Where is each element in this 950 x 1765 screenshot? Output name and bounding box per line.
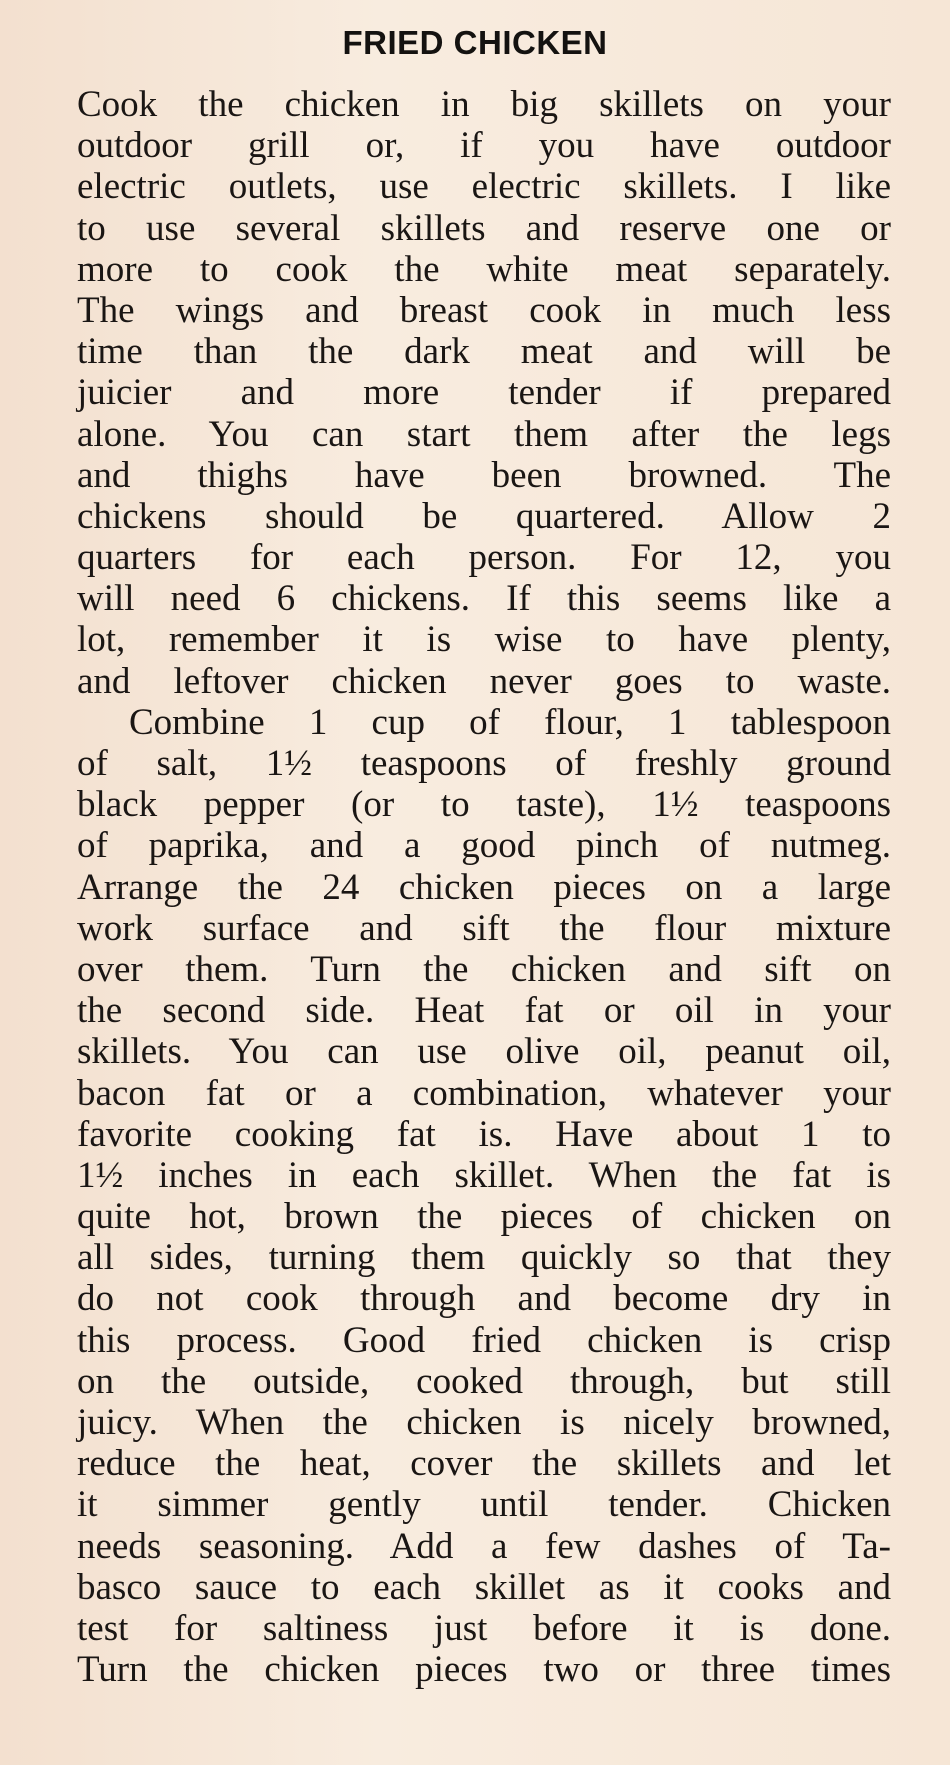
text-line: do not cook through and become dry in <box>77 1278 891 1320</box>
text-line: will need 6 chickens. If this seems like a <box>77 578 891 620</box>
text-line: 1½ inches in each skillet. When the fat is <box>77 1154 891 1196</box>
text-line: skillets. You can use olive oil, peanut oil, <box>77 1031 891 1073</box>
text-line: quite hot, brown the pieces of chicken on <box>77 1196 891 1238</box>
text-line: juicier and more tender if prepared <box>77 372 891 414</box>
text-line: favorite cooking fat is. Have about 1 to <box>77 1113 891 1155</box>
text-line: all sides, turning them quickly so that they <box>77 1237 891 1279</box>
text-line: quarters for each person. For 12, you <box>77 537 891 579</box>
text-line: outdoor grill or, if you have outdoor <box>77 125 891 167</box>
text-line: The wings and breast cook in much less <box>77 289 891 331</box>
text-line: it simmer gently until tender. Chicken <box>77 1484 891 1526</box>
text-line: lot, remember it is wise to have plenty, <box>77 619 891 661</box>
text-line: black pepper (or to taste), 1½ teaspoons <box>77 784 891 826</box>
text-line: reduce the heat, cover the skillets and let <box>77 1443 891 1485</box>
text-line: over them. Turn the chicken and sift on <box>77 948 891 990</box>
text-line: and leftover chicken never goes to waste. <box>77 660 891 702</box>
text-line: work surface and sift the flour mixture <box>77 907 891 949</box>
text-line: needs seasoning. Add a few dashes of Ta- <box>77 1525 891 1567</box>
text-line: of paprika, and a good pinch of nutmeg. <box>77 825 891 867</box>
text-line: more to cook the white meat separately. <box>77 248 891 290</box>
text-line: Combine 1 cup of flour, 1 tablespoon <box>129 701 891 743</box>
text-line: this process. Good fried chicken is crisp <box>77 1319 891 1361</box>
recipe-body <box>77 84 891 1690</box>
text-line: chickens should be quartered. Allow 2 <box>77 495 891 537</box>
text-line: Turn the chicken pieces two or three times <box>77 1649 891 1691</box>
text-line: bacon fat or a combination, whatever your <box>77 1072 891 1114</box>
text-line: test for saltiness just before it is done. <box>77 1607 891 1649</box>
text-line: time than the dark meat and will be <box>77 331 891 373</box>
text-line: the second side. Heat fat or oil in your <box>77 990 891 1032</box>
text-line: juicy. When the chicken is nicely browned, <box>77 1402 891 1443</box>
text-line: and thighs have been browned. The <box>77 454 891 496</box>
text-line: of salt, 1½ teaspoons of freshly ground <box>77 743 891 784</box>
text-line: on the outside, cooked through, but still <box>77 1360 891 1402</box>
text-line: Arrange the 24 chicken pieces on a large <box>77 866 891 908</box>
text-line: Cook the chicken in big skillets on your <box>77 84 891 125</box>
recipe-title: FRIED CHICKEN <box>342 24 608 61</box>
text-line: to use several skillets and reserve one or <box>77 207 891 249</box>
text-line: alone. You can start them after the legs <box>77 413 891 455</box>
text-line: electric outlets, use electric skillets. I like <box>77 166 891 208</box>
text-line: basco sauce to each skillet as it cooks and <box>77 1566 891 1608</box>
